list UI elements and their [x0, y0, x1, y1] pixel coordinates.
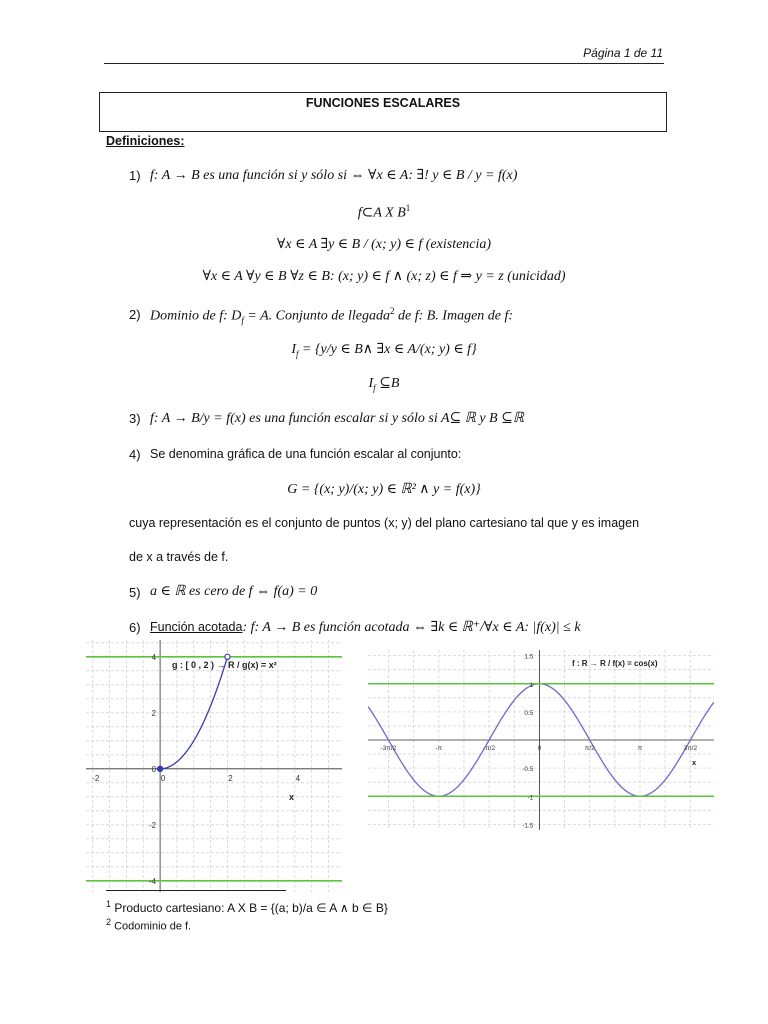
x-tick-label: 3π/2	[683, 745, 698, 752]
image-symbol-sub: f	[296, 348, 299, 359]
definition-2a	[0, 341, 768, 359]
y-tick-label: 4	[151, 652, 157, 662]
header-rule	[104, 63, 664, 64]
footnote-ref-1: 1	[405, 203, 411, 213]
x-tick-label: 2	[228, 773, 233, 783]
definition-6-term: Función acotada	[150, 620, 243, 634]
definitions-heading: Definiciones:	[106, 134, 185, 148]
image-symbol: I	[291, 342, 296, 357]
y-tick-label: -1	[527, 794, 534, 802]
footnote-1-number: 1	[106, 899, 112, 909]
x-tick-label: 0	[160, 773, 166, 783]
definition-2-c: de f: B. Imagen de f:	[394, 308, 514, 324]
y-tick-label: -0.5	[522, 766, 534, 774]
definition-3: f: A → B/y = f(x) es una función escalar si y sólo si A⊆ ℝ y B ⊆ℝ	[150, 411, 524, 426]
title-box	[99, 92, 667, 132]
x-tick-label: 0	[537, 745, 542, 752]
definition-2-b: = A. Conjunto de llegada	[243, 308, 390, 324]
footnote-rule	[106, 890, 286, 891]
footnote-1	[106, 899, 388, 915]
definition-2b	[0, 375, 768, 393]
definition-2a-rest: = {y/y ∈ B∧ ∃x ∈ A/(x; y) ∈ f}	[298, 342, 477, 357]
y-tick-label: 1	[529, 681, 534, 689]
definition-2b-rest: ⊆B	[375, 376, 400, 391]
definition-4-text: Se denomina gráfica de una función escalar al conjunto:	[150, 447, 462, 461]
definition-4-formula: G = {(x; y)/(x; y) ∈ ℝ² ∧ y = f(x)}	[287, 482, 481, 497]
y-tick-label: -4	[148, 876, 157, 886]
footnote-2	[106, 917, 191, 933]
x-tick-label: π	[637, 745, 643, 752]
definition-4-explanation: cuya representación es el conjunto de puntos (x; y) del plano cartesiano tal que y es imagen	[129, 516, 640, 530]
footnote-1-text: Producto cartesiano: A X B = {(a; b)/a ∈ A ∧ b ∈ B}	[111, 901, 388, 915]
item-number-6: 6)	[129, 620, 141, 635]
x-axis-label: x	[289, 792, 295, 802]
endpoint-marker	[225, 654, 230, 659]
chart-title: g : [ 0 , 2 ) → R / g(x) = x²	[172, 660, 277, 670]
definition-6-formula: : f: A → B es función acotada ⇔ ∃k ∈ ℝ⁺/∀x ∈ A: |f(x)| ≤ k	[242, 620, 581, 635]
page-number: Página 1 de 11	[583, 46, 663, 60]
definition-2	[150, 306, 513, 325]
y-tick-label: 1.5	[524, 653, 534, 661]
x-axis-label: x	[692, 758, 697, 767]
item-number-1: 1)	[129, 168, 141, 183]
item-number-2: 2)	[129, 307, 141, 322]
x-tick-label: -3π/2	[380, 745, 397, 752]
footnote-2-text: Codominio de f.	[111, 920, 192, 933]
x-tick-label: -π	[435, 745, 443, 752]
y-tick-label: 0.5	[524, 709, 534, 717]
definition-1a	[0, 203, 768, 222]
footnote-ref-2: 2	[389, 306, 395, 316]
y-tick-label: 2	[151, 708, 157, 718]
image-symbol-2: I	[368, 376, 374, 391]
x-tick-label: -π/2	[483, 745, 496, 752]
chart-x-squared	[86, 640, 342, 892]
item-number-3: 3)	[129, 411, 141, 426]
y-tick-label: 0	[151, 764, 157, 774]
x-tick-label: 4	[295, 773, 301, 783]
endpoint-marker	[158, 766, 163, 771]
definition-6	[150, 618, 581, 636]
definition-2-sub: f	[241, 315, 244, 326]
y-tick-label: -2	[148, 820, 157, 830]
chart-cosine	[368, 640, 714, 840]
x-tick-label: -2	[92, 773, 100, 783]
y-tick-label: -1.5	[522, 822, 534, 830]
definition-1b: ∀x ∈ A ∃y ∈ B / (x; y) ∈ f (existencia)	[276, 237, 492, 252]
definition-1: f: A → B es una función si y sólo si ⇔ ∀x ∈ A: ∃! y ∈ B / y = f(x)	[150, 168, 518, 183]
item-number-4: 4)	[129, 447, 141, 462]
definition-2-a: Dominio de f: D	[150, 308, 242, 324]
footnote-2-number: 2	[106, 917, 112, 927]
definition-4-explanation-2: de x a través de f.	[129, 550, 229, 564]
definition-5: a ∈ ℝ es cero de f ⇔ f(a) = 0	[150, 584, 318, 599]
item-number-5: 5)	[129, 585, 141, 600]
definition-1c: ∀x ∈ A ∀y ∈ B ∀z ∈ B: (x; y) ∈ f ∧ (x; z) ∈ f ⇒ y = z (unicidad)	[202, 269, 566, 284]
x-tick-label: π/2	[584, 745, 595, 752]
image-symbol-2-sub: f	[373, 382, 376, 393]
definition-1a-text: f⊂A X B	[357, 205, 406, 221]
document-title: FUNCIONES ESCALARES	[305, 96, 461, 110]
chart-title: f : R → R / f(x) = cos(x)	[572, 659, 658, 668]
